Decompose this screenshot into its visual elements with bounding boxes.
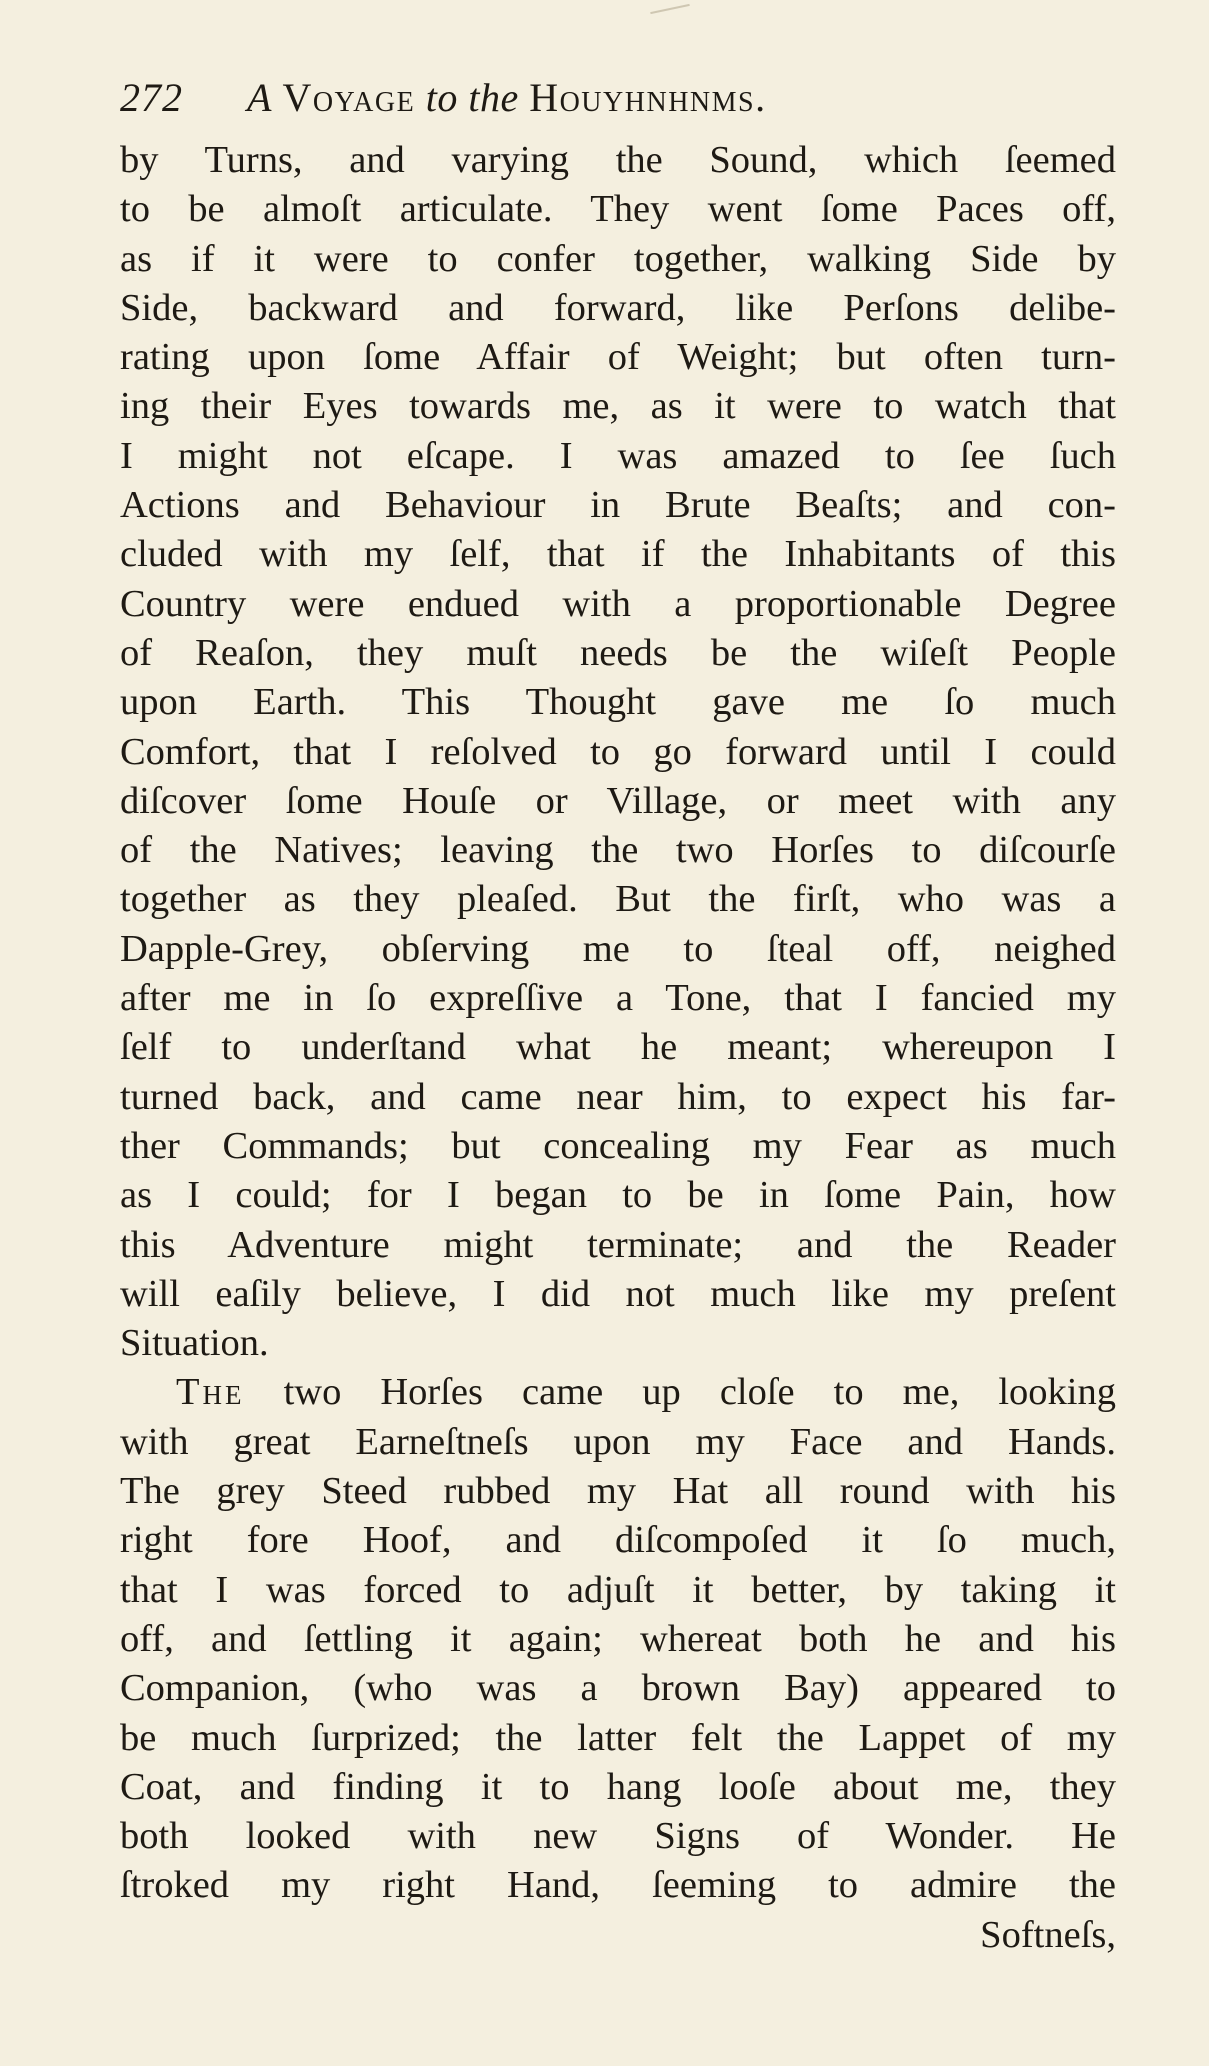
text-line: off, and ſettling it again; whereat both he and his bbox=[120, 1617, 1116, 1660]
text-line: both looked with new Signs of Wonder. He bbox=[120, 1815, 1116, 1858]
text-line: Coat, and finding it to hang looſe about me, they bbox=[120, 1765, 1116, 1808]
text-line: Country were endued with a proportionable Degree bbox=[120, 582, 1116, 625]
text-line: Comfort, that I reſolved to go forward until I could bbox=[120, 730, 1116, 773]
running-title bbox=[247, 68, 767, 128]
running-title-word2: Houyhnhnms. bbox=[529, 75, 767, 120]
running-header bbox=[120, 68, 1120, 128]
text-line: I might not eſcape. I was amazed to ſee ſuch bbox=[120, 434, 1116, 477]
text-line: Dapple-Grey, obſerving me to ſteal off, neighed bbox=[120, 927, 1116, 970]
body-text bbox=[120, 136, 1116, 1960]
text-line: ther Commands; but concealing my Fear as much bbox=[120, 1124, 1116, 1167]
text-line: diſcover ſome Houſe or Village, or meet with any bbox=[120, 779, 1116, 822]
running-title-article: A bbox=[247, 75, 272, 120]
running-title-connector: to the bbox=[425, 75, 519, 120]
text-line: Situation. bbox=[120, 1322, 269, 1365]
text-line: after me in ſo expreſſive a Tone, that I fancied my bbox=[120, 977, 1116, 1020]
text-line-first bbox=[120, 1368, 1116, 1417]
paragraph-lead-word: The bbox=[176, 1371, 245, 1414]
text-line: as I could; for I began to be in ſome Pain, how bbox=[120, 1174, 1116, 1217]
page-edge-mark bbox=[650, 4, 690, 14]
running-title-word1: Voyage bbox=[282, 75, 416, 120]
text-line: of Reaſon, they muſt needs be the wiſeſt People bbox=[120, 631, 1116, 674]
text-line: as if it were to confer together, walking Side by bbox=[120, 237, 1116, 280]
text-line: of the Natives; leaving the two Horſes to diſcourſe bbox=[120, 829, 1116, 872]
paragraph-1 bbox=[120, 136, 1116, 1368]
text-line: Companion, (who was a brown Bay) appeared to bbox=[120, 1667, 1116, 1710]
text-line: that I was forced to adjuſt it better, by taking it bbox=[120, 1568, 1116, 1611]
text-line: be much ſurprized; the latter felt the Lappet of my bbox=[120, 1716, 1116, 1759]
text-line: right fore Hoof, and diſcompoſed it ſo much, bbox=[120, 1519, 1116, 1562]
text-line: by Turns, and varying the Sound, which ſeemed bbox=[120, 139, 1116, 181]
paragraph-2 bbox=[120, 1368, 1116, 1910]
text-line: ſelf to underſtand what he meant; whereupon I bbox=[120, 1026, 1116, 1069]
text-line: upon Earth. This Thought gave me ſo much bbox=[120, 681, 1116, 724]
text-line: rating upon ſome Affair of Weight; but often turn- bbox=[120, 336, 1116, 379]
text-line: turned back, and came near him, to expect his far- bbox=[120, 1075, 1116, 1118]
text-line: Side, backward and forward, like Perſons delibe- bbox=[120, 286, 1116, 329]
text-line: ſtroked my right Hand, ſeeming to admire the bbox=[120, 1864, 1116, 1907]
first-line-text: two Horſes came up cloſe to me, looking bbox=[283, 1371, 1116, 1414]
text-line: will eaſily believe, I did not much like my preſent bbox=[120, 1272, 1116, 1315]
text-line: cluded with my ſelf, that if the Inhabitants of this bbox=[120, 533, 1116, 576]
text-line: ing their Eyes towards me, as it were to watch that bbox=[120, 385, 1116, 428]
text-line: Actions and Behaviour in Brute Beaſts; and con- bbox=[120, 484, 1116, 527]
text-line: with great Earneſtneſs upon my Face and Hands. bbox=[120, 1420, 1116, 1463]
text-line: together as they pleaſed. But the firſt, who was a bbox=[120, 878, 1116, 921]
catchword: Softneſs, bbox=[980, 1913, 1116, 1956]
text-line: The grey Steed rubbed my Hat all round with his bbox=[120, 1470, 1116, 1513]
text-line: to be almoſt articulate. They went ſome Paces off, bbox=[120, 188, 1116, 231]
page-number: 272 bbox=[120, 75, 183, 120]
text-line: this Adventure might terminate; and the Reader bbox=[120, 1223, 1116, 1266]
